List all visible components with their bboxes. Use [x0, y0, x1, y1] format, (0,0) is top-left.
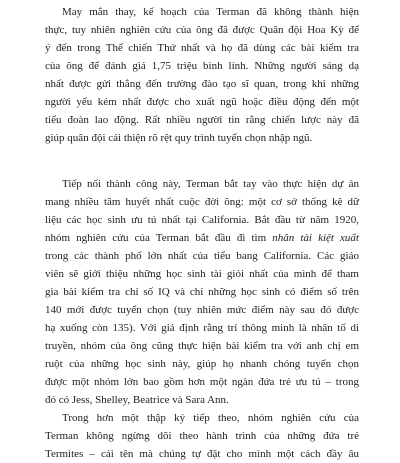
text-line: ý đến trong Thế chiến Thứ nhất và họ đã dùng các bài kiểm tra [45, 42, 359, 54]
text-line: hạ xuống còn 135). Với giả định rằng trí thông minh là nhân tố di [45, 322, 359, 334]
text-line: người yếu kém nhất được cho xuất ngũ hoặc điều động đến một [45, 96, 359, 108]
paragraph-army-testing [45, 3, 359, 147]
text-line: truyền, nhóm của ông cũng thực hiện bài kiểm tra với anh chị em [45, 340, 359, 352]
text-line: Terman không ngừng dõi theo hành trình của những đứa trẻ [45, 430, 359, 442]
text-line: gia bài kiểm tra chỉ số IQ và chỉ những học sinh có điểm số trên [45, 286, 359, 298]
text-line: trong các thành phố lớn nhất của tiểu bang California. Các giáo [45, 250, 359, 262]
emphasized-phrase: nhân tài kiệt xuất [272, 232, 359, 244]
text-line: Tiếp nối thành công này, Terman bắt tay vào thực hiện dự án [62, 178, 359, 190]
text-line: Trong hơn một thập kỷ tiếp theo, nhóm nghiên cứu của [62, 412, 359, 424]
text-line: đó có Jess, Shelley, Beatrice và Sara Ann. [45, 394, 229, 406]
text-line: thực, tuy nhiên nghiên cứu của ông đã được Quân đội Hoa Kỳ để [45, 24, 359, 36]
text-line: nhóm nghiên cứu của Terman bắt đầu đi tìm nhân tài kiệt xuất [45, 232, 359, 244]
text-line: của ông để đánh giá 1,75 triệu binh lính. Những người sáng dạ [45, 60, 359, 72]
text-line: viên sẽ giới thiệu những học sinh tài giỏi nhất của mình để tham [45, 268, 359, 280]
text-line: Termites – cái tên mà chúng tự đặt cho mình một cách đầy âu [45, 448, 359, 460]
text-line: liệu các học sinh ưu tú nhất tại California. Bắt đầu từ năm 1920, [45, 214, 359, 226]
text-line: nhất được gửi thẳng đến trường đào tạo sĩ quan, trong khi những [45, 78, 359, 90]
text-line: giúp quân đội cải thiện rõ rệt quy trình tuyển chọn nhập ngũ. [45, 132, 313, 144]
paragraph-followup [45, 409, 359, 463]
text-line: tiểu đoàn lao động. Rất nhiều người tin rằng chiến lược này đã [45, 114, 359, 126]
text-line: 140 mới được tuyển chọn (tuy nhiên mức điểm này sau đó được [45, 304, 359, 316]
text-line: May mắn thay, kế hoạch của Terman đã không thành hiện [62, 6, 359, 18]
text-line: ruột của những học sinh này, giúp họ nhanh chóng tuyển chọn [45, 358, 359, 370]
text-line: được một nhóm lớn bao gồm hơn một ngàn đứa trẻ ưu tú – trong [45, 376, 359, 388]
paragraph-termites-project [45, 175, 359, 409]
text-line: mang nhiều tâm huyết nhất cuộc đời ông: một cơ sở thống kê dữ [45, 196, 359, 208]
